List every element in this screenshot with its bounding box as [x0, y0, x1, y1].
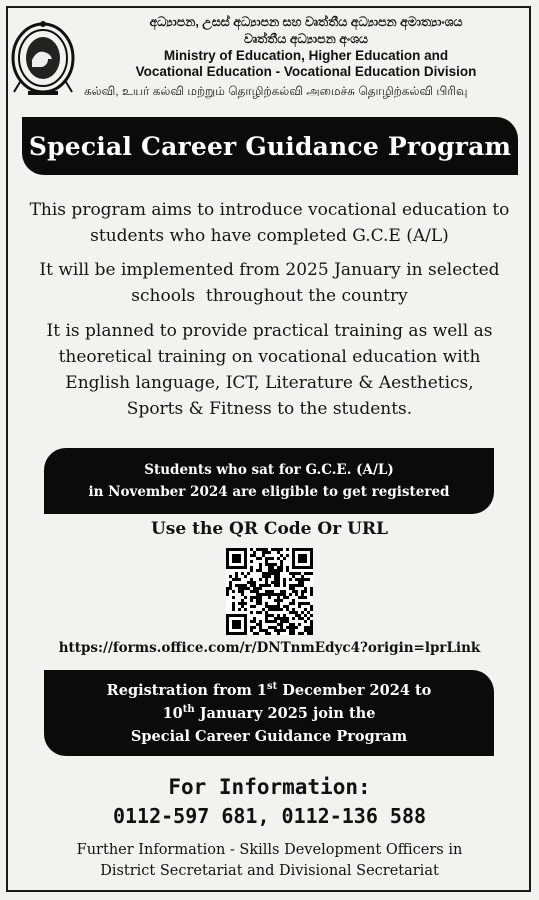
- info-heading: For Information:: [168, 775, 371, 799]
- government-emblem-icon: [10, 20, 76, 100]
- further-line2: District Secretariat and Divisional Secretariat: [100, 863, 439, 879]
- page-title: Special Career Guidance Program: [22, 117, 518, 175]
- eligibility-line2: in November 2024 are eligible to get registered: [88, 484, 450, 500]
- eligibility-line1: Students who sat for G.C.E. (A/L): [144, 462, 394, 478]
- registration-line2: 10th January 2025 join the: [162, 703, 376, 722]
- ministry-sinhala-line2: වෘත්තීය අධ්‍යාපන අංශය: [243, 32, 369, 46]
- eligibility-banner: [44, 448, 494, 514]
- training-line3: English language, ICT, Literature & Aesthetics,: [65, 373, 474, 393]
- implementation-line2: schools throughout the country: [131, 286, 408, 306]
- intro-line1: This program aims to introduce vocational education to: [29, 200, 510, 220]
- qr-label: Use the QR Code Or URL: [150, 519, 388, 539]
- intro-line2: students who have completed G.C.E (A/L): [90, 226, 449, 246]
- intro-paragraph: [12, 197, 527, 249]
- further-line1: Further Information - Skills Development Officers in: [76, 842, 463, 858]
- training-line2: theoretical training on vocational education with: [58, 347, 481, 367]
- registration-banner: [44, 670, 494, 756]
- ministry-english-line1: Ministry of Education, Higher Education and: [163, 48, 449, 63]
- ministry-tamil-line: கல்வி, உயர் கல்வி மற்றும் தொழிற்கல்வி அமைச்சு தொழிற்கல்வி பிரிவு: [84, 84, 468, 98]
- training-paragraph: [12, 318, 527, 422]
- ministry-english-line2: Vocational Education - Vocational Education Division: [135, 64, 477, 79]
- qr-code-icon[interactable]: [226, 548, 313, 635]
- ministry-header: [82, 14, 530, 100]
- phone-numbers: 0112-597 681, 0112-136 588: [112, 804, 427, 828]
- registration-line1: Registration from 1st December 2024 to: [106, 680, 432, 699]
- further-information: [0, 840, 539, 882]
- training-line1: It is planned to provide practical training as well as: [46, 321, 493, 341]
- registration-line3: Special Career Guidance Program: [130, 727, 408, 745]
- implementation-line1: It will be implemented from 2025 January in selected: [39, 260, 500, 280]
- training-line4: Sports & Fitness to the students.: [126, 399, 413, 419]
- ministry-sinhala-line1: අධ්‍යාපන, උසස් අධ්‍යාපන සහ වෘත්තීය අධ්‍යාපන අමාත්‍යාංශය: [149, 15, 463, 29]
- implementation-paragraph: [12, 257, 527, 309]
- registration-url-link[interactable]: https://forms.office.com/r/DNTnmEdyc4?origin=lprLink: [58, 640, 481, 656]
